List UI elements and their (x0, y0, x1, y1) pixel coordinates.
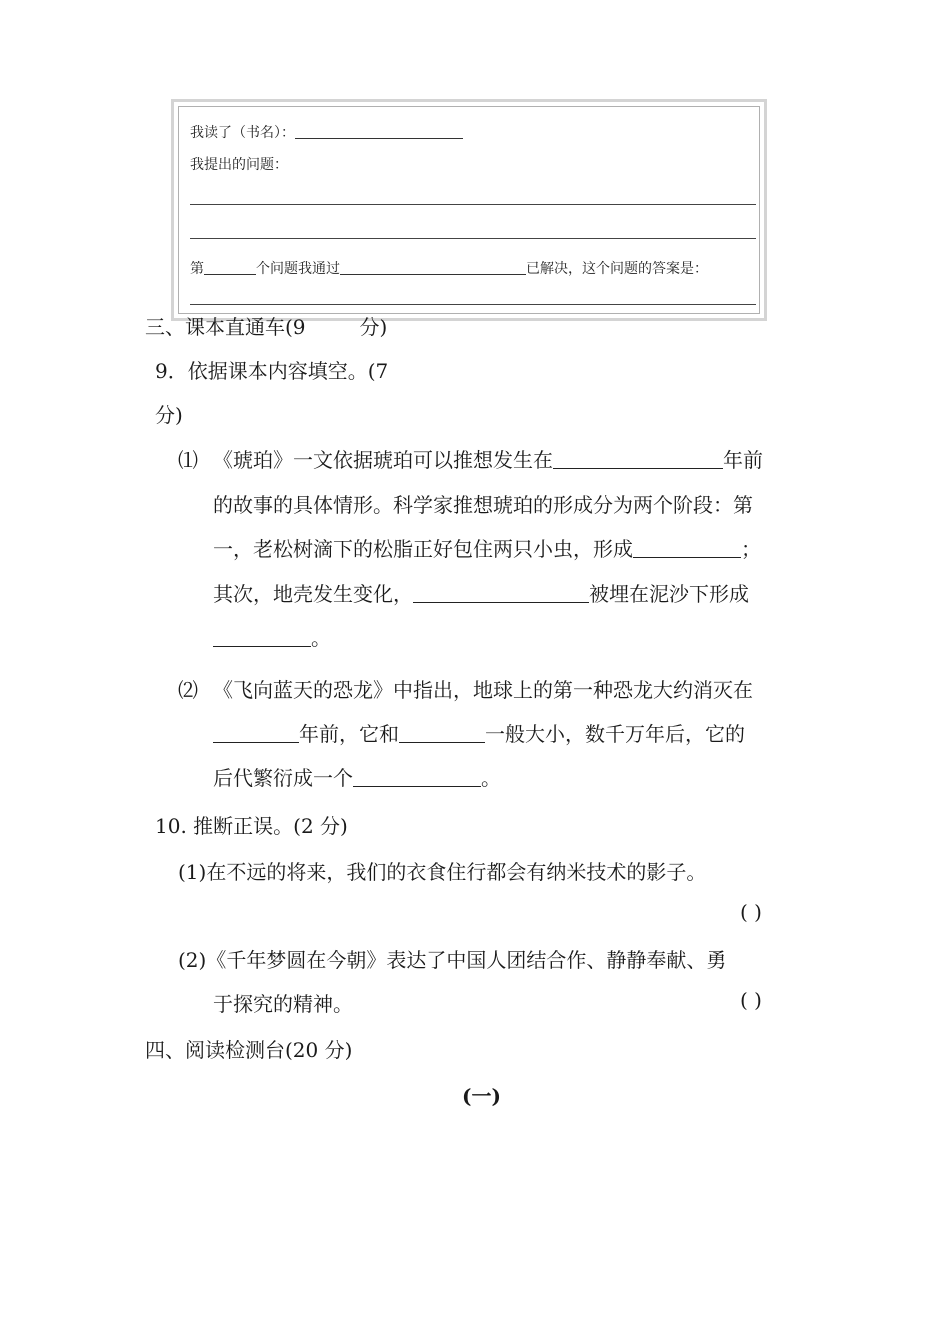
q9-p1-line3 (213, 533, 761, 562)
q9-p1-l1a: 《琥珀》一文依据琥珀可以推想发生在 (213, 448, 553, 472)
book-title-blank[interactable] (295, 124, 463, 139)
question-number-blank[interactable] (204, 260, 256, 275)
q9-p1-line5 (213, 622, 331, 651)
q9-p1-number: ⑴ (178, 448, 198, 472)
q9-p1-l3a: 一，老松树滴下的松脂正好包住两只小虫，形成 (213, 537, 633, 561)
q9-p1-l4a: 其次，地壳发生变化， (213, 582, 413, 606)
q9-title: 9．依据课本内容填空。(7 (155, 359, 389, 383)
stage2-result-blank[interactable] (213, 626, 311, 647)
method-blank[interactable] (340, 260, 526, 275)
question-label: 我提出的问题： (190, 157, 288, 173)
extinction-years-blank[interactable] (213, 722, 299, 743)
q10-statement-2-cont: 于探究的精神。 (213, 992, 353, 1016)
q9-p1-l4b: 被埋在泥沙下形成 (589, 582, 749, 606)
q9-p2-l3a: 后代繁衍成一个 (213, 766, 353, 790)
q9-p1-line1 (213, 444, 763, 473)
descendants-blank[interactable] (353, 766, 481, 787)
q9-p1-l1b: 年前 (723, 448, 763, 472)
section3-heading (145, 311, 387, 340)
answer-row (190, 258, 708, 278)
answer-suffix: 已解决，这个问题的答案是： (526, 261, 708, 277)
q9-p1-l5: 。 (311, 626, 331, 650)
q9-p2-line1: 《飞向蓝天的恐龙》中指出，地球上的第一种恐龙大约消灭在 (213, 678, 753, 702)
q10-statement-1: (1)在不远的将来，我们的衣食住行都会有纳米技术的影子。 (178, 860, 707, 884)
q9-p2-line3 (213, 762, 501, 791)
q9-p1-line4 (213, 578, 749, 607)
q9-title-cont: 分) (155, 403, 183, 427)
section3-heading-b: 分) (359, 315, 388, 339)
answer-mid: 个问题我通过 (256, 261, 340, 277)
stage1-blank[interactable] (633, 537, 741, 558)
q9-p2-l2b: 一般大小，数千万年后，它的 (485, 722, 745, 746)
q9-p2-l2a: 年前，它和 (299, 722, 399, 746)
years-ago-blank[interactable] (553, 448, 723, 469)
q9-p2-line2 (213, 718, 745, 747)
section3-heading-a: 三、课本直通车(9 (145, 315, 306, 339)
answer-prefix: 第 (190, 261, 204, 277)
size-compare-blank[interactable] (399, 722, 485, 743)
q9-p2-number: ⑵ (178, 678, 198, 702)
question-line-1[interactable] (190, 204, 756, 205)
q10-answer-paren-2[interactable]: ( ) (740, 988, 762, 1012)
reading-record-card (171, 99, 767, 321)
section4-subheading: (一) (462, 1084, 501, 1108)
book-title-row (190, 122, 463, 142)
section4-heading: 四、阅读检测台(20 分) (145, 1038, 353, 1062)
q9-p1-l3b: ； (741, 537, 761, 561)
q10-answer-paren-1[interactable]: ( ) (740, 900, 762, 924)
q9-p1-line2: 的故事的具体情形。科学家推想琥珀的形成分为两个阶段：第 (213, 493, 753, 517)
q9-p2-l3b: 。 (481, 766, 501, 790)
question-line-2[interactable] (190, 238, 756, 239)
answer-line[interactable] (190, 304, 756, 305)
q10-statement-2: (2)《千年梦圆在今朝》表达了中国人团结合作、静静奉献、勇 (178, 948, 727, 972)
book-title-label: 我读了（书名）： (190, 125, 295, 141)
stage2-subject-blank[interactable] (413, 582, 589, 603)
q10-title: 10. 推断正误。(2 分) (155, 814, 348, 838)
